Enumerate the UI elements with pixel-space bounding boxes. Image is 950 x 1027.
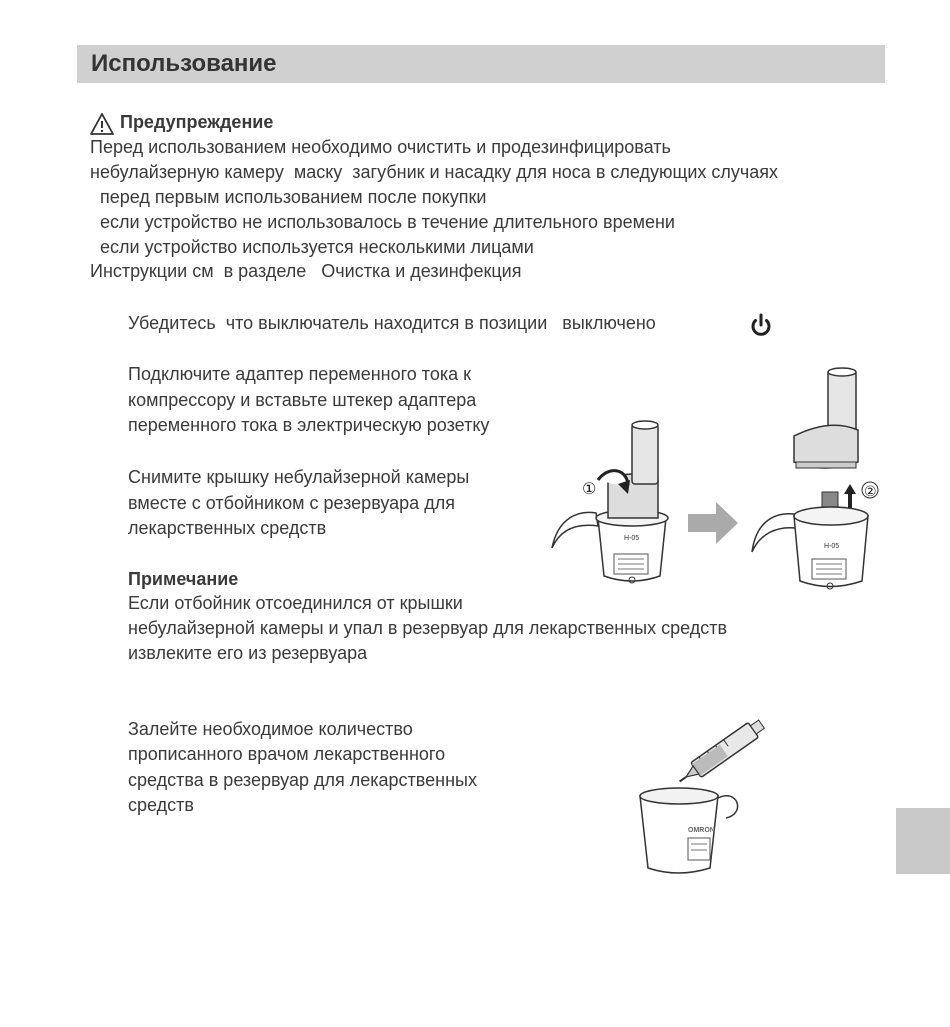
warning-line: Перед использованием необходимо очистить и продезинфицировать [90,137,671,157]
syringe-medication-cup-illustration [630,712,770,878]
warning-line: перед первым использованием после покупки [90,187,487,207]
power-icon [749,312,773,338]
warning-line: небулайзерную камеру маску загубник и насадку для носа в следующих случаях [90,162,779,182]
step3-line: Снимите крышку небулайзерной камеры [128,467,470,487]
nebulizer-closed-illustration [548,418,678,588]
side-tab [896,808,950,874]
step2-line: переменного тока в электрическую розетку [128,415,490,435]
step1-text: Убедитесь что выключатель находится в позиции выключено [128,313,656,333]
warning-line: Инструкции см в разделе Очистка и дезинфекция [90,261,522,281]
cup-model-label: H-05 [824,543,840,550]
note-title: Примечание [128,569,239,589]
step2-line: Подключите адаптер переменного тока к [128,364,472,384]
section-header [77,45,885,83]
note-line: небулайзерной камеры и упал в резервуар для лекарственных средств [128,618,728,638]
step-marker-1: ① [582,479,597,498]
step4-line: средств [128,795,194,815]
nebulizer-opened-illustration [750,366,890,596]
right-arrow-icon [688,500,740,546]
note-line: извлеките его из резервуара [128,643,368,663]
step2-line: компрессору и вставьте штекер адаптера [128,390,477,410]
step4-line: Залейте необходимое количество [128,719,413,739]
step-marker-2: ② [864,484,877,500]
warning-line: если устройство используется несколькими лицами [90,237,534,257]
step4-line: прописанного врачом лекарственного [128,744,446,764]
cup-brand-label: OMRON [688,827,715,834]
warning-title: Предупреждение [120,112,274,132]
page-title: Использование [91,50,277,77]
cup-model-label: H-05 [624,535,640,542]
note-line: Если отбойник отсоединился от крышки [128,593,463,613]
step3-line: вместе с отбойником с резервуара для [128,493,455,513]
warning-triangle-icon [90,113,114,135]
step3-line: лекарственных средств [128,518,327,538]
warning-line: если устройство не использовалось в течение длительного времени [90,212,675,232]
step4-line: средства в резервуар для лекарственных [128,770,477,790]
